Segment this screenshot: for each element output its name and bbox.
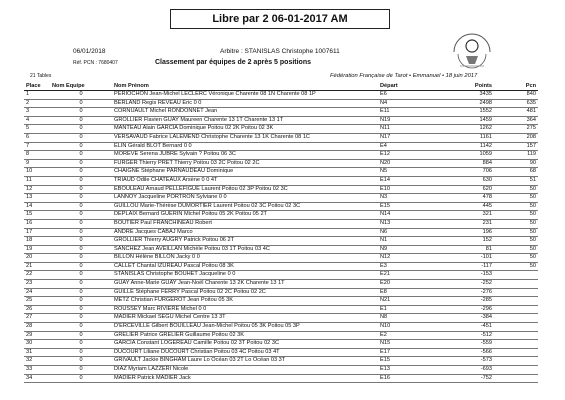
cell-place: 19 [24, 245, 50, 254]
cell-place: 5 [24, 125, 50, 134]
cell-nom-prenom: TRIAUD Odile CHATEAUX Arsène 0 0 4T [112, 176, 378, 185]
cell-points: 81 [432, 245, 494, 254]
cell-nom-equipe: 0 [50, 374, 112, 383]
cell-nom-equipe: 0 [50, 185, 112, 194]
cell-depart: N15 [378, 340, 432, 349]
table-row [24, 245, 538, 254]
cell-pcn [494, 271, 538, 280]
cell-nom-prenom: CALLET Chantal IZUREAU Pascal Poitou 08 3K [112, 262, 378, 271]
table-row [24, 262, 538, 271]
cell-place: 13 [24, 194, 50, 203]
cell-depart: N12 [378, 254, 432, 263]
table-row [24, 108, 538, 117]
cell-depart: E21 [378, 271, 432, 280]
cell-nom-equipe: 0 [50, 99, 112, 108]
column-header-place: Place [24, 82, 50, 91]
cell-depart: E14 [378, 176, 432, 185]
cell-pcn [494, 323, 538, 332]
results-table [24, 82, 538, 383]
cell-pcn [494, 357, 538, 366]
cell-depart: E15 [378, 202, 432, 211]
cell-depart: E10 [378, 185, 432, 194]
cell-nom-prenom: MANTEAU Alain GARCIA Dominique Poitou 02 2K Poitou 02 3K [112, 125, 378, 134]
cell-depart: E2 [378, 331, 432, 340]
cell-pcn [494, 374, 538, 383]
cell-nom-equipe: 0 [50, 125, 112, 134]
cell-nom-equipe: 0 [50, 116, 112, 125]
cell-nom-prenom: VERSAVAUD Fabrice LALEMEND Christophe Charente 13 1K Charente 08 1C [112, 133, 378, 142]
cell-nom-equipe: 0 [50, 245, 112, 254]
cell-nom-prenom: MADIER Mickael SEGU Michel Centre 13 3T [112, 314, 378, 323]
cell-nom-equipe: 0 [50, 340, 112, 349]
cell-nom-prenom: ANDRE Jacques CABAJ Marco [112, 228, 378, 237]
cell-place: 2 [24, 99, 50, 108]
cell-nom-equipe: 0 [50, 366, 112, 375]
table-row [24, 366, 538, 375]
cell-pcn: 481 [494, 108, 538, 117]
table-row [24, 254, 538, 263]
cell-points: 321 [432, 211, 494, 220]
cell-place: 10 [24, 168, 50, 177]
cell-nom-prenom: CHAIGNE Stéphane PARNAUDEAU Dominique [112, 168, 378, 177]
cell-depart: E11 [378, 108, 432, 117]
cell-nom-equipe: 0 [50, 348, 112, 357]
cell-points: -451 [432, 323, 494, 332]
cell-nom-prenom: GARCIA Constant LOGEREAU Camille Poitou 02 3T Poitou 02 3C [112, 340, 378, 349]
cell-place: 28 [24, 323, 50, 332]
cell-points: 445 [432, 202, 494, 211]
cell-depart: N1 [378, 237, 432, 246]
cell-pcn: 68 [494, 168, 538, 177]
classement-subtitle: Classement par équipes de 2 après 5 positions [155, 59, 311, 66]
pcn-reference: Réf. PCN : 7680407 [73, 60, 118, 66]
cell-place: 15 [24, 211, 50, 220]
cell-nom-equipe: 0 [50, 151, 112, 160]
cell-points: 620 [432, 185, 494, 194]
cell-nom-equipe: 0 [50, 254, 112, 263]
cell-points: -296 [432, 305, 494, 314]
cell-nom-equipe: 0 [50, 280, 112, 289]
cell-nom-equipe: 0 [50, 297, 112, 306]
page-title: Libre par 2 06-01-2017 AM [170, 9, 390, 29]
cell-pcn [494, 340, 538, 349]
cell-pcn: 157 [494, 142, 538, 151]
table-row [24, 280, 538, 289]
cell-depart: E15 [378, 357, 432, 366]
table-row [24, 151, 538, 160]
cell-points: -153 [432, 271, 494, 280]
table-row [24, 331, 538, 340]
cell-depart: E8 [378, 288, 432, 297]
table-row [24, 323, 538, 332]
column-header-pcn: Pcn [494, 82, 538, 91]
cell-nom-equipe: 0 [50, 91, 112, 100]
cell-depart: E3 [378, 262, 432, 271]
cell-pcn [494, 305, 538, 314]
cell-nom-equipe: 0 [50, 133, 112, 142]
table-row [24, 374, 538, 383]
cell-nom-equipe: 0 [50, 176, 112, 185]
cell-nom-equipe: 0 [50, 202, 112, 211]
cell-pcn: 50 [494, 211, 538, 220]
cell-nom-prenom: GUAY Anne-Marie GUAY Jean-Noël Charente 13 2K Charente 13 1T [112, 280, 378, 289]
cell-depart: N4 [378, 99, 432, 108]
table-row [24, 305, 538, 314]
cell-place: 22 [24, 271, 50, 280]
cell-depart: E1 [378, 305, 432, 314]
cell-place: 20 [24, 254, 50, 263]
cell-place: 30 [24, 340, 50, 349]
cell-nom-equipe: 0 [50, 323, 112, 332]
cell-nom-equipe: 0 [50, 357, 112, 366]
cell-nom-equipe: 0 [50, 237, 112, 246]
federation-line: Fédération Française de Tarot • Emmanuel • 18 juin 2017 [330, 73, 478, 79]
column-header-nom-prenom: Nom Prénom [112, 82, 378, 91]
cell-pcn: 119 [494, 151, 538, 160]
table-row [24, 194, 538, 203]
cell-nom-equipe: 0 [50, 159, 112, 168]
cell-pcn [494, 297, 538, 306]
event-date: 06/01/2018 [73, 48, 106, 55]
cell-points: 478 [432, 194, 494, 203]
cell-place: 27 [24, 314, 50, 323]
cell-depart: N21 [378, 297, 432, 306]
cell-nom-equipe: 0 [50, 142, 112, 151]
cell-points: 2498 [432, 99, 494, 108]
cell-nom-prenom: LANNOY Jacqueline PORTRON Sylviane 0 0 [112, 194, 378, 203]
table-row [24, 185, 538, 194]
cell-nom-prenom: BOUTIER Paul FRANCHINEAU Robert [112, 219, 378, 228]
cell-depart: N20 [378, 159, 432, 168]
cell-nom-prenom: ROUSSEY Marc RIVIERE Michel 0 0 [112, 305, 378, 314]
cell-nom-equipe: 0 [50, 314, 112, 323]
cell-depart: N3 [378, 194, 432, 203]
table-row [24, 99, 538, 108]
cell-place: 8 [24, 151, 50, 160]
cell-points: -693 [432, 366, 494, 375]
cell-depart: E12 [378, 151, 432, 160]
cell-depart: E17 [378, 348, 432, 357]
cell-points: -252 [432, 280, 494, 289]
cell-nom-prenom: PERIOCHON Jean-Michel LECLERC Véronique Charente 08 1N Charente 08 1P [112, 91, 378, 100]
cell-pcn: 51 [494, 176, 538, 185]
cell-place: 11 [24, 176, 50, 185]
cell-nom-prenom: GRELIER Patrice GRELIER Guillaume Poitou 02 3K [112, 331, 378, 340]
cell-place: 26 [24, 305, 50, 314]
cell-place: 34 [24, 374, 50, 383]
table-row [24, 237, 538, 246]
table-row [24, 168, 538, 177]
cell-points: -559 [432, 340, 494, 349]
cell-points: 1059 [432, 151, 494, 160]
table-row [24, 297, 538, 306]
cell-nom-prenom: MADIER Patrick MADIER Jack [112, 374, 378, 383]
cell-place: 3 [24, 108, 50, 117]
cell-place: 14 [24, 202, 50, 211]
cell-place: 12 [24, 185, 50, 194]
cell-nom-prenom: DUCOURT Liliane DUCOURT Christian Poitou 03 4C Poitou 03 4T [112, 348, 378, 357]
cell-place: 29 [24, 331, 50, 340]
cell-nom-prenom: GRIVAULT Jackie BINGHAM Laure Lo Océan 03 2T Lo Océan 03 3T [112, 357, 378, 366]
cell-depart: E20 [378, 280, 432, 289]
cell-points: -752 [432, 374, 494, 383]
cell-points: 1142 [432, 142, 494, 151]
cell-nom-equipe: 0 [50, 108, 112, 117]
cell-depart: N6 [378, 228, 432, 237]
cell-depart: N13 [378, 219, 432, 228]
cell-points: -117 [432, 262, 494, 271]
cell-pcn [494, 331, 538, 340]
cell-points: -512 [432, 331, 494, 340]
table-row [24, 271, 538, 280]
cell-place: 4 [24, 116, 50, 125]
cell-points: 3435 [432, 91, 494, 100]
table-row [24, 125, 538, 134]
cell-nom-equipe: 0 [50, 168, 112, 177]
cell-place: 23 [24, 280, 50, 289]
column-header-nom-equipe: Nom Equipe [50, 82, 112, 91]
cell-nom-equipe: 0 [50, 288, 112, 297]
table-row [24, 228, 538, 237]
cell-points: 630 [432, 176, 494, 185]
cell-pcn: 364 [494, 116, 538, 125]
federation-logo [440, 30, 510, 75]
cell-nom-equipe: 0 [50, 271, 112, 280]
cell-pcn: 90 [494, 159, 538, 168]
cell-place: 9 [24, 159, 50, 168]
cell-place: 25 [24, 297, 50, 306]
cell-place: 6 [24, 133, 50, 142]
cell-depart: E6 [378, 91, 432, 100]
cell-nom-equipe: 0 [50, 331, 112, 340]
table-row [24, 348, 538, 357]
cell-points: -566 [432, 348, 494, 357]
cell-place: 24 [24, 288, 50, 297]
cell-pcn: 50 [494, 245, 538, 254]
cell-place: 31 [24, 348, 50, 357]
cell-nom-prenom: STANISLAS Christophe BOUHET Jacqueline 0 0 [112, 271, 378, 280]
results-body [24, 91, 538, 383]
cell-points: -285 [432, 297, 494, 306]
cell-nom-prenom: CORNUAULT Michel RONDONNET Jean [112, 108, 378, 117]
cell-points: 1459 [432, 116, 494, 125]
cell-depart: N5 [378, 168, 432, 177]
cell-nom-prenom: METZ Christian FURGEROT Jean Poitou 05 3K [112, 297, 378, 306]
cell-nom-prenom: D'ERCEVILLE Gilbert BOUILLEAU Jean-Michel Poitou 05 3K Poitou 05 3P [112, 323, 378, 332]
table-row [24, 159, 538, 168]
cell-nom-prenom: ELIN Gérald BLOT Bernard 0 0 [112, 142, 378, 151]
cell-nom-equipe: 0 [50, 305, 112, 314]
table-row [24, 219, 538, 228]
table-row [24, 288, 538, 297]
cell-pcn: 50 [494, 228, 538, 237]
cell-pcn [494, 348, 538, 357]
cell-points: -101 [432, 254, 494, 263]
cell-pcn: 50 [494, 194, 538, 203]
cell-points: 231 [432, 219, 494, 228]
cell-depart: N10 [378, 323, 432, 332]
cell-nom-equipe: 0 [50, 228, 112, 237]
cell-place: 17 [24, 228, 50, 237]
cell-pcn: 275 [494, 125, 538, 134]
arbitre-info: Arbitre : STANISLAS Christophe 1007611 [220, 48, 340, 55]
table-row [24, 91, 538, 100]
cell-nom-prenom: GROLLIER Flavien GUAY Maureen Charente 13 1T Charente 13 1T [112, 116, 378, 125]
cell-nom-equipe: 0 [50, 219, 112, 228]
cell-points: -276 [432, 288, 494, 297]
cell-nom-prenom: GUILLOU Marie-Thérèse DUMORTIER Laurent Poitou 02 3C Poitou 02 3C [112, 202, 378, 211]
cell-place: 7 [24, 142, 50, 151]
cell-nom-equipe: 0 [50, 211, 112, 220]
table-row [24, 314, 538, 323]
table-header-row [24, 82, 538, 91]
cell-nom-prenom: GROLLIER Thierry AUGRY Patrick Poitou 06 2T [112, 237, 378, 246]
cell-nom-prenom: SANCHEZ Jean AVEILLAN Michèle Poitou 03 1T Poitou 03 4C [112, 245, 378, 254]
cell-depart: N19 [378, 116, 432, 125]
cell-place: 18 [24, 237, 50, 246]
cell-pcn: 840 [494, 91, 538, 100]
cell-points: 196 [432, 228, 494, 237]
table-row [24, 340, 538, 349]
cell-pcn [494, 288, 538, 297]
cell-pcn: 50 [494, 185, 538, 194]
table-row [24, 202, 538, 211]
cell-pcn [494, 280, 538, 289]
cell-place: 32 [24, 357, 50, 366]
cell-pcn: 208 [494, 133, 538, 142]
table-row [24, 357, 538, 366]
cell-place: 33 [24, 366, 50, 375]
cell-nom-prenom: DIAZ Myriam LAZZERI Nicole [112, 366, 378, 375]
cell-nom-prenom: EBOULEAU Arnaud PELLEFIGUE Laurent Poitou 02 3P Poitou 02 3C [112, 185, 378, 194]
cell-nom-prenom: GUILLE Stéphane FERRY Pascal Poitou 02 2C Poitou 02 2C [112, 288, 378, 297]
cell-depart: N17 [378, 133, 432, 142]
cell-depart: E4 [378, 142, 432, 151]
cell-points: 1262 [432, 125, 494, 134]
cell-pcn: 50 [494, 219, 538, 228]
cell-pcn: 50 [494, 202, 538, 211]
cell-nom-prenom: BERLAND Regis REVEAU Eric 0 0 [112, 99, 378, 108]
cell-points: 1161 [432, 133, 494, 142]
cell-depart: E16 [378, 374, 432, 383]
cell-place: 21 [24, 262, 50, 271]
cell-points: -573 [432, 357, 494, 366]
cell-pcn: 50 [494, 237, 538, 246]
cell-depart: N11 [378, 125, 432, 134]
tables-count: 21 Tables [30, 73, 52, 79]
cell-pcn: 50 [494, 262, 538, 271]
cell-points: 152 [432, 237, 494, 246]
cell-nom-prenom: BILLON Hélène BILLON Jacky 0 0 [112, 254, 378, 263]
column-header-depart: Départ [378, 82, 432, 91]
cell-nom-prenom: MOREVE Serena JUBRE Sylvain ? Poitou 06 3C [112, 151, 378, 160]
table-row [24, 142, 538, 151]
cell-nom-equipe: 0 [50, 194, 112, 203]
cell-nom-prenom: DEPLAIX Bernard GUERIN Michel Poitou 05 2K Poitou 05 2T [112, 211, 378, 220]
cell-depart: N9 [378, 245, 432, 254]
cell-depart: N8 [378, 314, 432, 323]
cell-depart: E13 [378, 366, 432, 375]
cell-points: 706 [432, 168, 494, 177]
cell-pcn: 635 [494, 99, 538, 108]
cell-place: 1 [24, 91, 50, 100]
table-row [24, 211, 538, 220]
cell-points: 884 [432, 159, 494, 168]
table-row [24, 176, 538, 185]
cell-nom-prenom: FURGER Thierry PRET Thierry Poitou 03 2C Poitou 02 2C [112, 159, 378, 168]
cell-depart: N14 [378, 211, 432, 220]
cell-points: 1552 [432, 108, 494, 117]
cell-place: 16 [24, 219, 50, 228]
column-header-points: Points [432, 82, 494, 91]
cell-pcn [494, 314, 538, 323]
cell-pcn [494, 366, 538, 375]
table-row [24, 116, 538, 125]
table-row [24, 133, 538, 142]
cell-pcn: 50 [494, 254, 538, 263]
cell-points: -384 [432, 314, 494, 323]
cell-nom-equipe: 0 [50, 262, 112, 271]
